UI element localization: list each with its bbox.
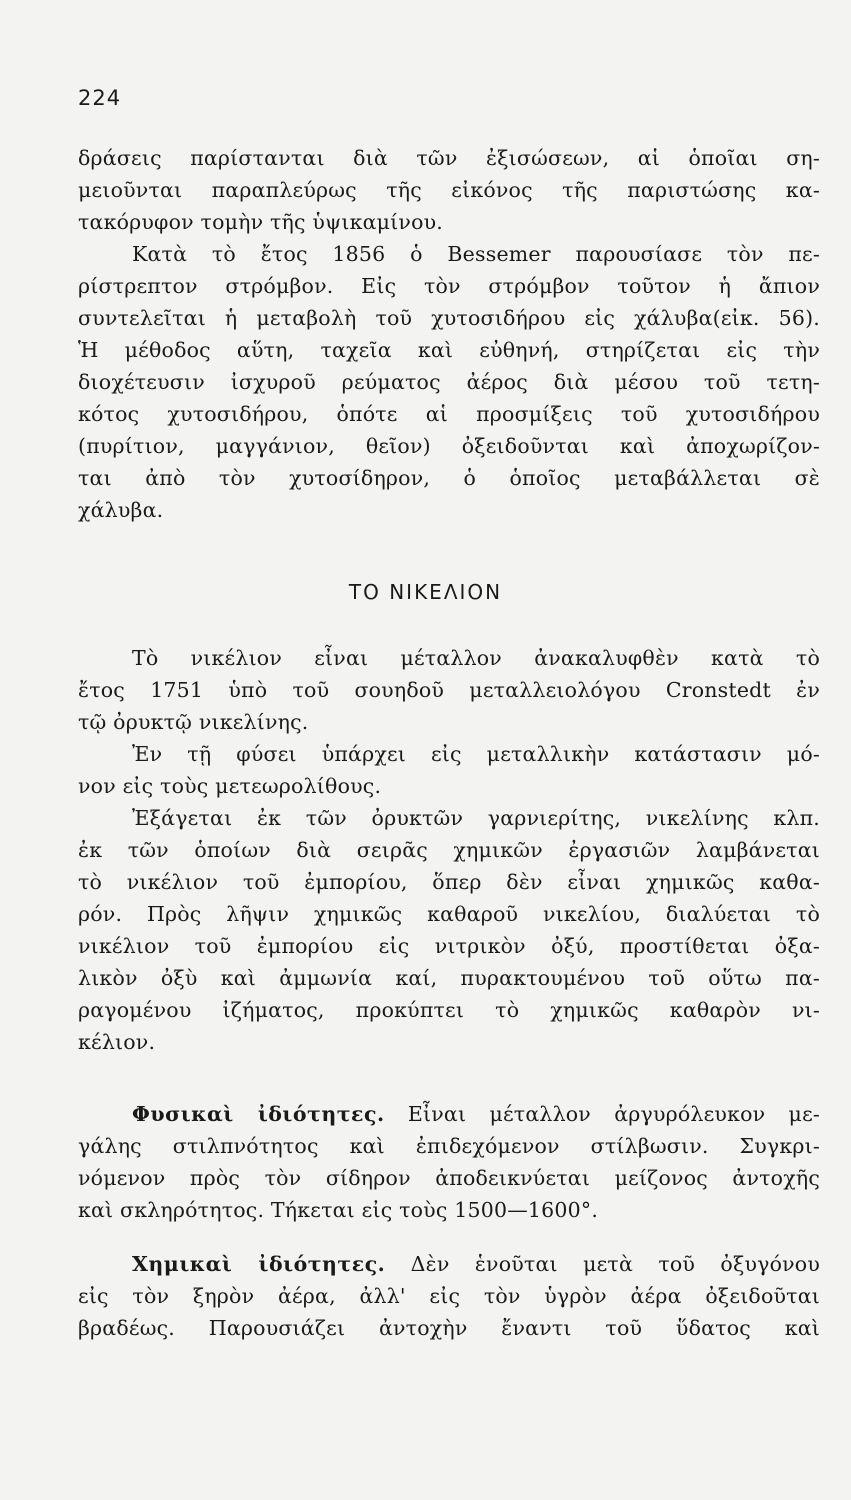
text-line: τῷ ὀρυκτῷ νικελίνης. — [78, 710, 309, 734]
text-line: γάλης στιλπνότητος καὶ ἐπιδεχόμενον στίλβωσιν. Συγκρι- — [78, 1134, 820, 1158]
text-line: δράσεις παρίστανται διὰ τῶν ἐξισώσεων, αἱ ὁποῖαι ση- — [78, 146, 820, 170]
text-line: καὶ σκληρότητος. Τήκεται εἰς τοὺς 1500—1600°. — [78, 1198, 599, 1222]
text-line: ρίστρεπτον στρόμβον. Εἰς τὸν στρόμβον τοῦτον ἡ ἄπιον — [78, 274, 820, 298]
text-line: εἰς τὸν ξηρὸν ἀέρα, ἀλλ' εἰς τὸν ὑγρὸν ἀέρα ὀξειδοῦται — [78, 1284, 820, 1308]
section-title: ΤΟ ΝΙΚΕΛΙΟΝ — [348, 580, 503, 604]
physical-properties-heading: Φυσικαὶ ἰδιότητες. — [132, 1102, 385, 1126]
text-line: διοχέτευσιν ἰσχυροῦ ρεύματος ἀέρος διὰ μέσου τοῦ τετη- — [78, 370, 820, 394]
text-line: λικὸν ὀξὺ καὶ ἀμμωνία καί, πυρακτουμένου τοῦ οὕτω πα- — [78, 966, 820, 990]
text-line: κέλιον. — [78, 1030, 156, 1054]
text-line: ρόν. Πρὸς λῆψιν χημικῶς καθαροῦ νικελίου, διαλύεται τὸ — [78, 902, 820, 926]
text-line: βραδέως. Παρουσιάζει ἀντοχὴν ἔναντι τοῦ ὕδατος καὶ — [78, 1316, 820, 1340]
physical-properties-paragraph — [78, 1098, 820, 1226]
text-line: τακόρυφον τομὴν τῆς ὑψικαμίνου. — [78, 210, 443, 234]
nickel-paragraphs — [78, 642, 820, 1058]
text-line: νικέλιον τοῦ ἐμπορίου εἰς νιτρικὸν ὀξύ, προστίθεται ὀξα- — [78, 934, 820, 958]
text-line: τὸ νικέλιον τοῦ ἐμπορίου, ὅπερ δὲν εἶναι χημικῶς καθα- — [78, 870, 820, 894]
text-line: Κατὰ τὸ ἔτος 1856 ὁ Bessemer παρουσίασε τὸν πε- — [132, 242, 820, 266]
text-line: συντελεῖται ἡ μεταβολὴ τοῦ χυτοσιδήρου εἰς χάλυβα(εἰκ. 56). — [78, 306, 820, 330]
text-line: κότος χυτοσιδήρου, ὁπότε αἱ προσμίξεις τοῦ χυτοσιδήρου — [78, 402, 820, 426]
text-line: Ἐξάγεται ἐκ τῶν ὀρυκτῶν γαρνιερίτης, νικελίνης κλπ. — [132, 806, 820, 830]
text-fragment: Δὲν ἑνοῦται μετὰ τοῦ ὀξυγόνου — [410, 1252, 820, 1276]
text-line: μειοῦνται παραπλεύρως τῆς εἰκόνος τῆς παριστώσης κα- — [78, 178, 820, 202]
text-line: Ἐν τῇ φύσει ὑπάρχει εἰς μεταλλικὴν κατάστασιν μό- — [132, 742, 820, 766]
text-line — [78, 1098, 820, 1130]
text-line: (πυρίτιον, μαγγάνιον, θεῖον) ὀξειδοῦνται καὶ ἀποχωρίζον- — [78, 434, 820, 458]
text-line: ραγομένου ἰζήματος, προκύπτει τὸ χημικῶς καθαρὸν νι- — [78, 998, 820, 1022]
text-line — [78, 1248, 820, 1280]
text-line: νον εἰς τοὺς μετεωρολίθους. — [78, 774, 382, 798]
text-fragment: Εἶναι μέταλλον ἀργυρόλευκον με- — [407, 1102, 821, 1126]
text-line: χάλυβα. — [78, 498, 164, 522]
chemical-properties-heading: Χημικαὶ ἰδιότητες. — [132, 1252, 386, 1276]
intro-paragraphs — [78, 142, 820, 526]
chemical-properties-paragraph — [78, 1248, 820, 1344]
text-line: ἐκ τῶν ὁποίων διὰ σειρᾶς χημικῶν ἐργασιῶν λαμβάνεται — [78, 838, 820, 862]
text-line: νόμενον πρὸς τὸν σίδηρον ἀποδεικνύεται μείζονος ἀντοχῆς — [78, 1166, 820, 1190]
text-line: ται ἀπὸ τὸν χυτοσίδηρον, ὁ ὁποῖος μεταβάλλεται σὲ — [78, 466, 820, 490]
text-line: Τὸ νικέλιον εἶναι μέταλλον ἀνακαλυφθὲν κατὰ τὸ — [132, 646, 820, 670]
text-line: ἔτος 1751 ὑπὸ τοῦ σουηδοῦ μεταλλειολόγου Cronstedt ἐν — [78, 678, 820, 702]
text-line: Ἡ μέθοδος αὕτη, ταχεῖα καὶ εὐθηνή, στηρίζεται εἰς τὴν — [78, 338, 820, 362]
page-number: 224 — [78, 86, 122, 110]
